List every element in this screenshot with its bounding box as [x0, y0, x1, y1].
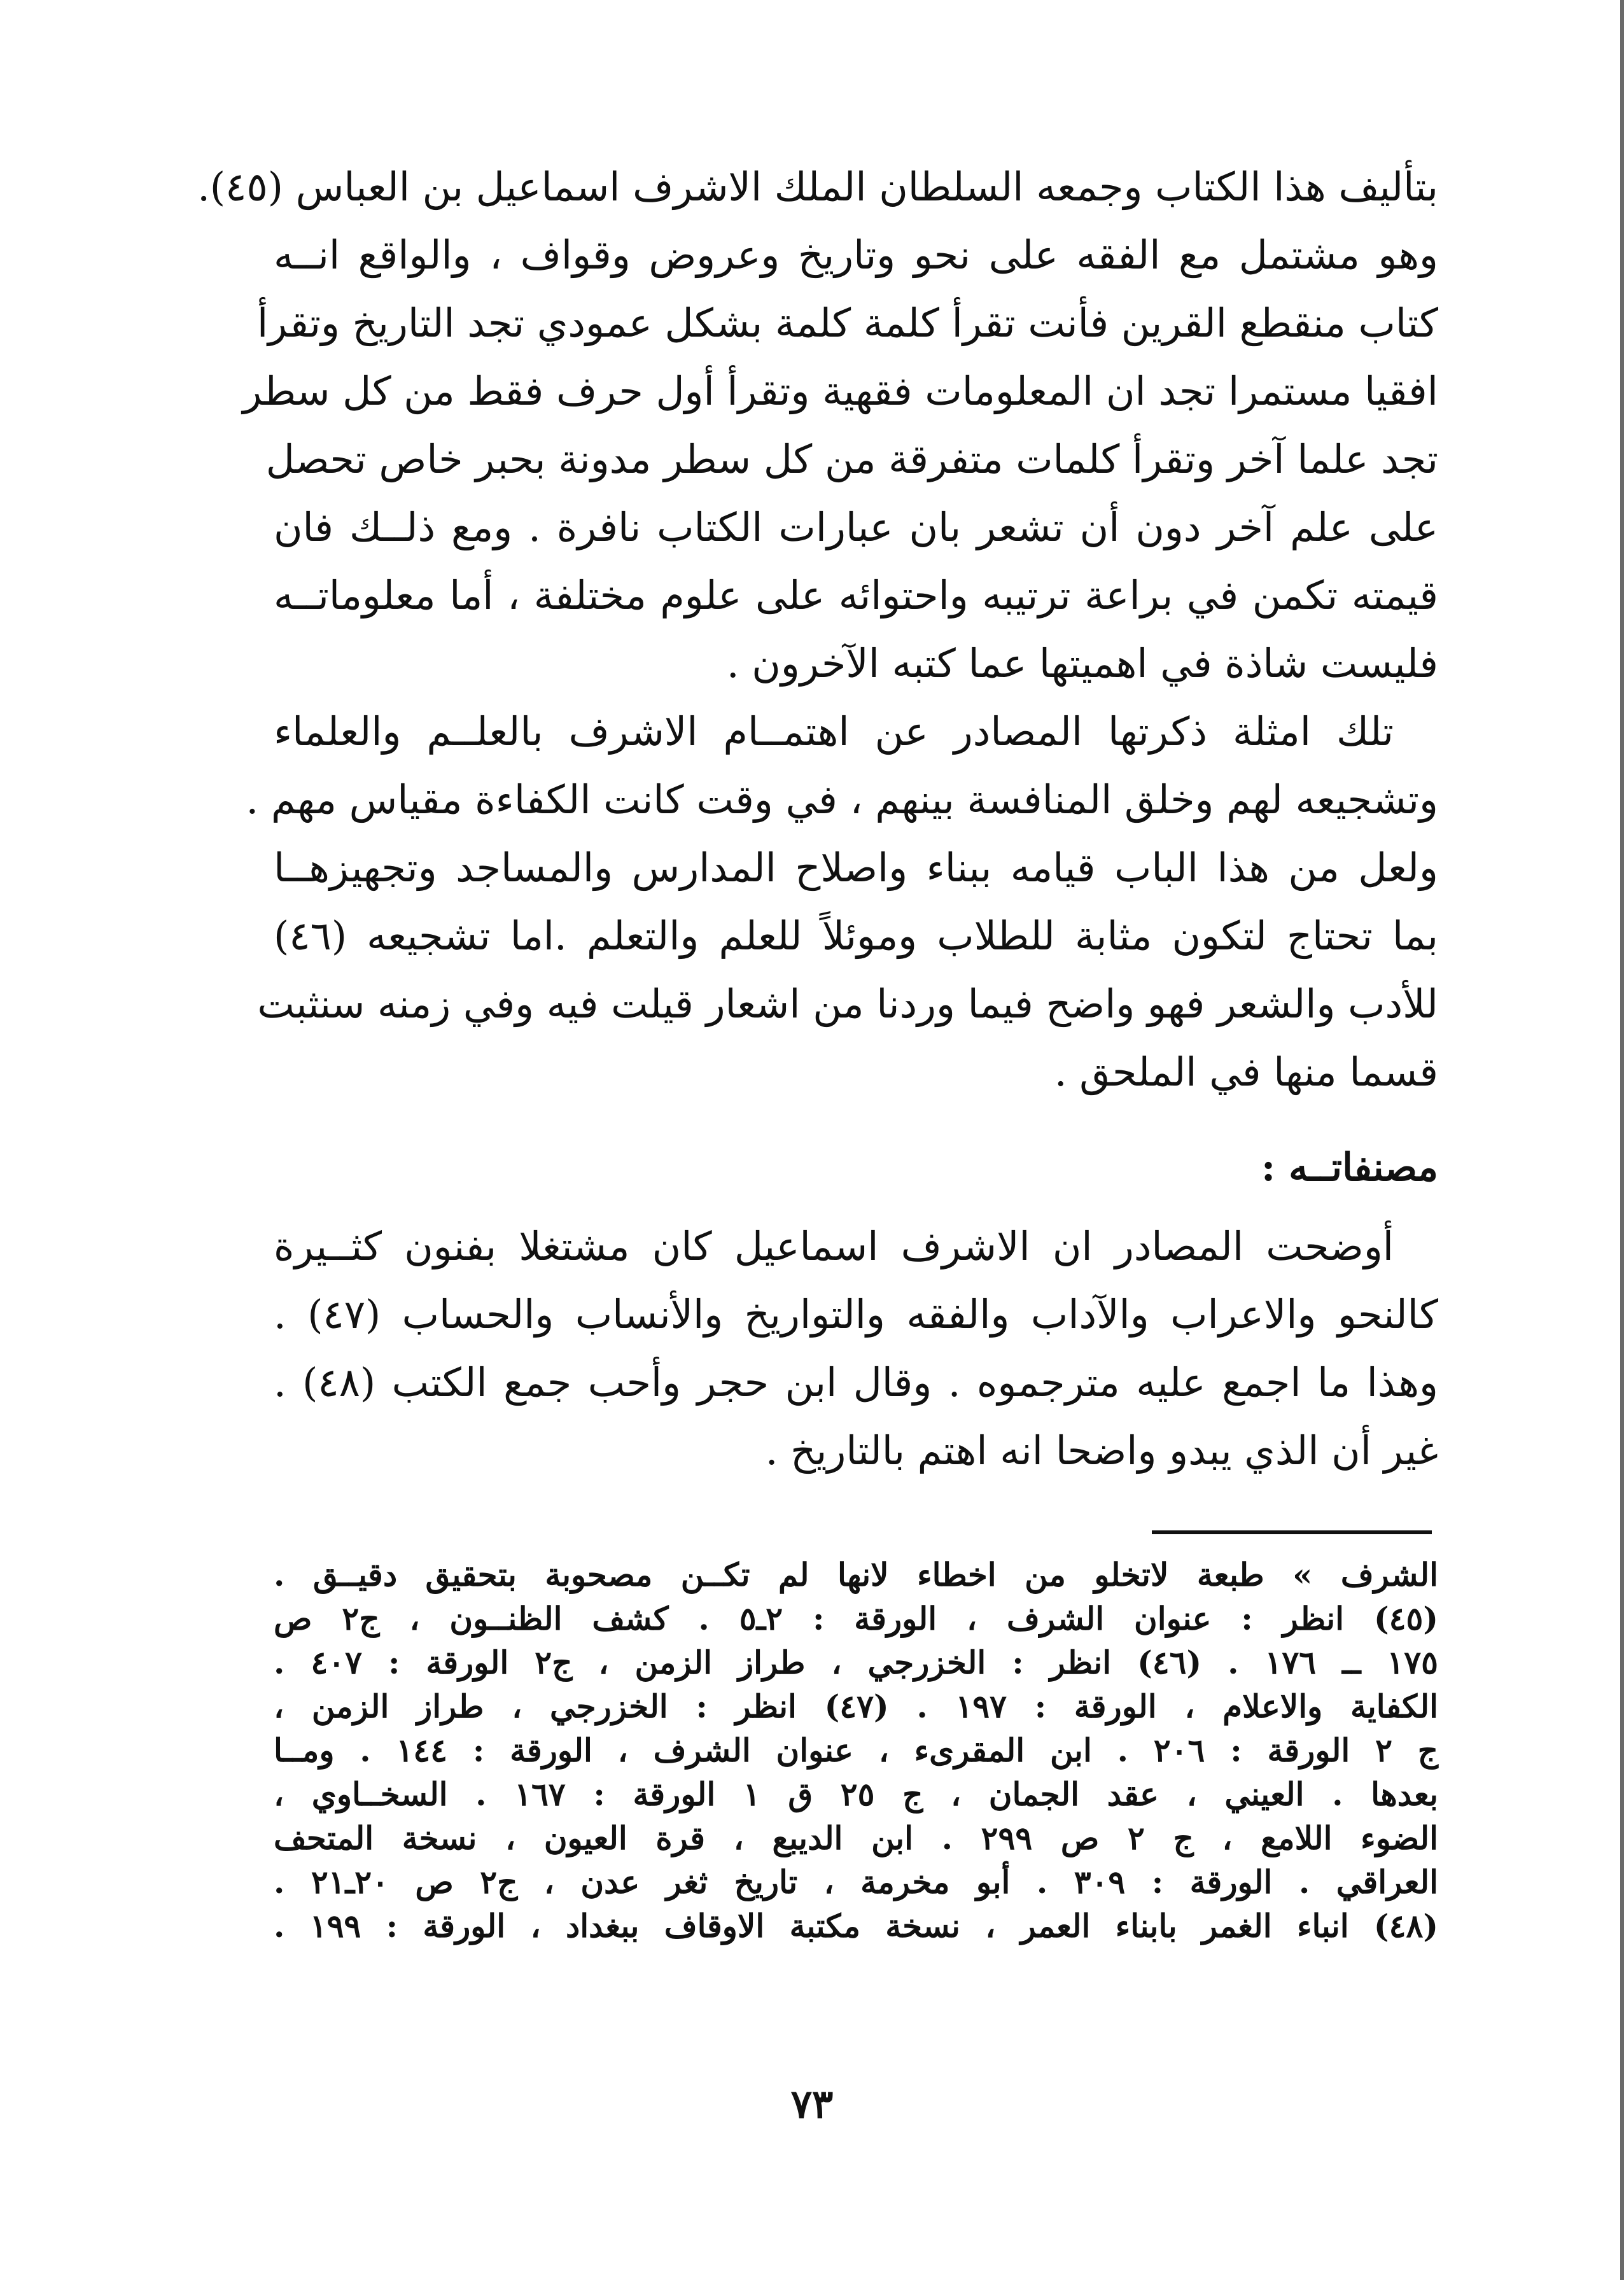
- text-line: كالنحو والاعراب والآداب والفقه والتواريخ والأنساب والحساب (٤٧) .: [274, 1291, 1438, 1338]
- text-line: غير أن الذي يبدو واضحا انه اهتم بالتاريخ .: [765, 1427, 1438, 1474]
- text-line: فليست شاذة في اهميتها عما كتبه الآخرون .: [726, 640, 1438, 687]
- footnote-line: ١٧٥ ــ ١٧٦ . (٤٦) انظر : الخزرجي ، طراز الزمن ، ج٢ الورقة : ٤٠٧ .: [274, 1644, 1438, 1681]
- text-line: بتأليف هذا الكتاب وجمعه السلطان الملك الاشرف اسماعيل بن العباس (٤٥).: [197, 164, 1438, 210]
- text-line: قسما منها في الملحق .: [1054, 1049, 1438, 1095]
- text-line: تجد علما آخر وتقرأ كلمات متفرقة من كل سطر مدونة بحبر خاص تحصل: [265, 436, 1438, 482]
- text-line: وهذا ما اجمع عليه مترجموه . وقال ابن حجر وأحب جمع الكتب (٤٨) .: [274, 1359, 1438, 1406]
- text-line: وتشجيعه لهم وخلق المنافسة بينهم ، في وقت كانت الكفاءة مقياس مهم .: [246, 776, 1438, 823]
- footnote-line: بعدها . العيني ، عقد الجمان ، ج ٢٥ ق ١ الورقة : ١٦٧ . السخــاوي ،: [274, 1775, 1438, 1813]
- section-paragraph: [274, 1212, 1438, 1485]
- footnote-line: (٤٨) انباء الغمر بابناء العمر ، نسخة مكتبة الاوقاف ببغداد ، الورقة : ١٩٩ .: [274, 1907, 1438, 1945]
- text-line: على علم آخر دون أن تشعر بان عبارات الكتاب نافرة . ومع ذلــك فان: [274, 504, 1438, 550]
- text-line: بما تحتاج لتكون مثابة للطلاب وموئلاً للعلم والتعلم .اما تشجيعه (٤٦): [274, 913, 1438, 959]
- text-line: ولعل من هذا الباب قيامه ببناء واصلاح المدارس والمساجد وتجهيزهــا: [274, 844, 1438, 891]
- footnote-line: العراقي . الورقة : ٣٠٩ . أبو مخرمة ، تاريخ ثغر عدن ، ج٢ ص ٢٠ـ٢١ .: [274, 1863, 1438, 1901]
- footnote-line: الضوء اللامع ، ج ٢ ص ٢٩٩ . ابن الديبع ، قرة العيون ، نسخة المتحف: [274, 1819, 1439, 1857]
- footnote-line: الكفاية والاعلام ، الورقة : ١٩٧ . (٤٧) انظر : الخزرجي ، طراز الزمن ،: [274, 1688, 1438, 1725]
- footnote-line: (٤٥) انظر : عنوان الشرف ، الورقة : ٢ـ٥ . كشف الظنــون ، ج٢ ص: [274, 1600, 1438, 1637]
- footnotes: [274, 1553, 1438, 1948]
- text-line: قيمته تكمن في براعة ترتيبه واحتوائه على علوم مختلفة ، أما معلوماتــه: [274, 572, 1438, 619]
- text-line: افقيا مستمرا تجد ان المعلومات فقهية وتقرأ أول حرف فقط من كل سطر: [242, 368, 1438, 414]
- text-line: للأدب والشعر فهو واضح فيما وردنا من اشعار قيلت فيه وفي زمنه سنثبت: [257, 981, 1438, 1027]
- text-line: كتاب منقطع القرين فأنت تقرأ كلمة كلمة بشكل عمودي تجد التاريخ وتقرأ: [256, 300, 1438, 346]
- page-number: ٧٣: [790, 2081, 834, 2127]
- text-line: وهو مشتمل مع الفقه على نحو وتاريخ وعروض وقواف ، والواقع انــه: [274, 232, 1438, 278]
- text-line: أوضحت المصادر ان الاشرف اسماعيل كان مشتغلا بفنون كثــيرة: [274, 1223, 1394, 1269]
- main-paragraphs: [197, 153, 1438, 1106]
- section-heading: مصنفاتــه :: [1261, 1145, 1438, 1190]
- footnote-line: ج ٢ الورقة : ٢٠٦ . ابن المقرىء ، عنوان الشرف ، الورقة : ١٤٤ . ومــا: [274, 1731, 1438, 1769]
- page-edge-shadow: [1620, 0, 1624, 2280]
- footnote-line: الشرف » طبعة لاتخلو من اخطاء لانها لم تكــن مصحوبة بتحقيق دقيــق .: [274, 1556, 1438, 1593]
- footnote-separator: [1152, 1530, 1432, 1534]
- text-line: تلك امثلة ذكرتها المصادر عن اهتمــام الاشرف بالعلــم والعلماء: [274, 708, 1394, 755]
